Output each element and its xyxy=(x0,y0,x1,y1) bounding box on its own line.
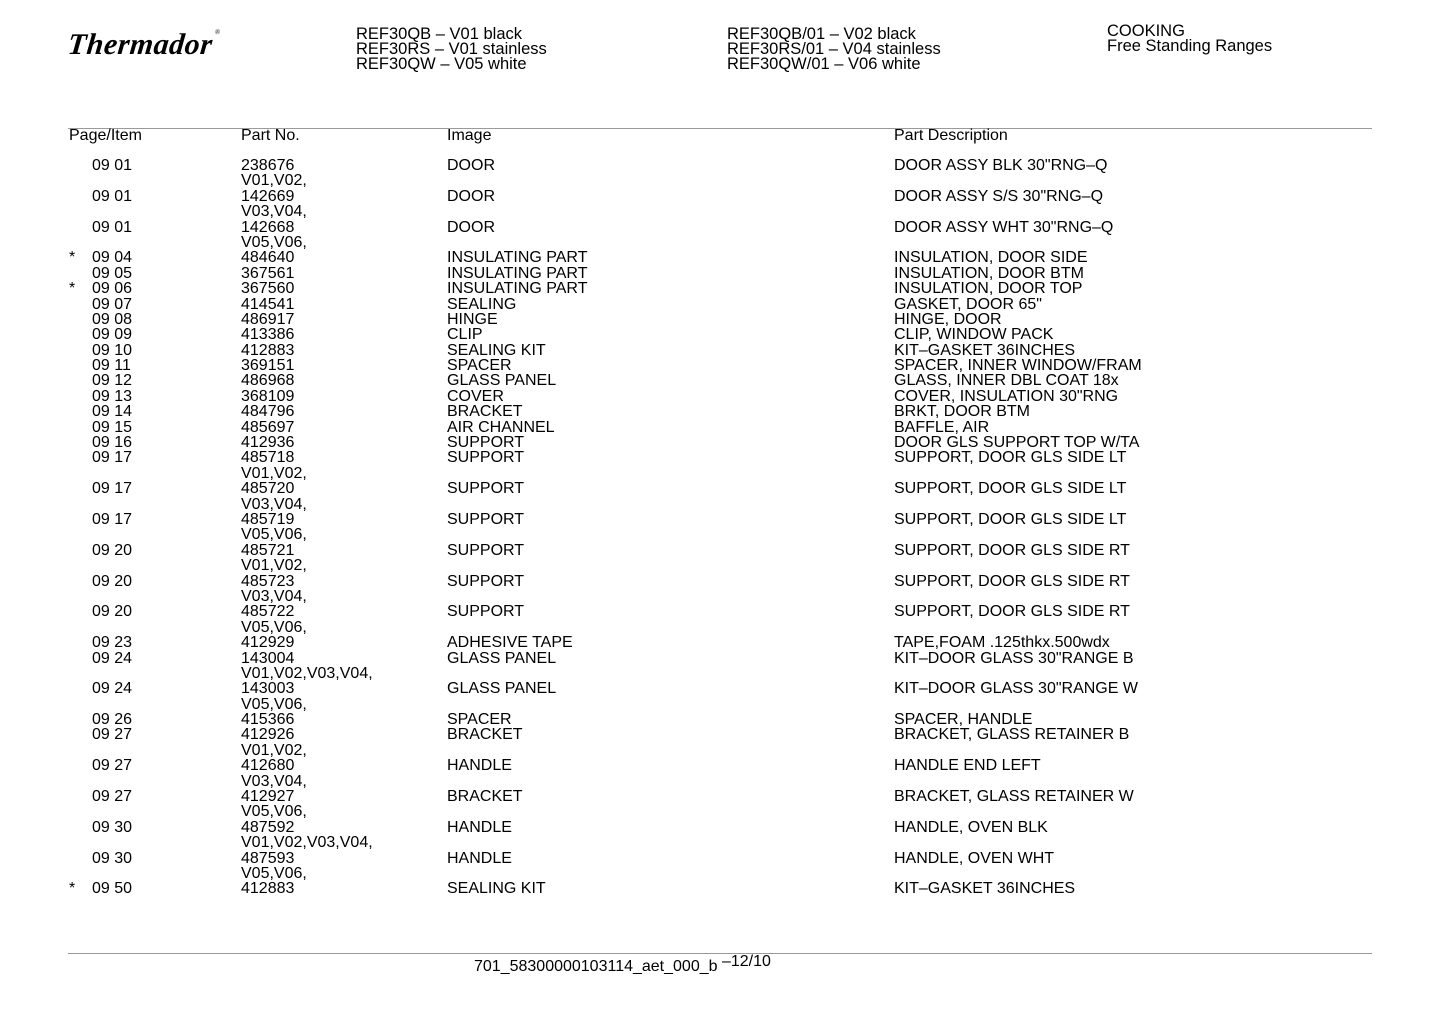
row-part-description: SUPPORT, DOOR GLS SIDE LT xyxy=(894,510,1127,528)
row-part-description: TAPE,FOAM .125thkx.500wdx xyxy=(894,634,1110,652)
row-part-number: 412926 xyxy=(241,726,295,744)
table-row xyxy=(0,481,1442,496)
category-line: COOKING xyxy=(1107,22,1185,40)
row-page-item: 09 05 xyxy=(92,264,133,282)
model-line: REF30RS/01 – V04 stainless xyxy=(727,40,941,58)
row-part-number: 412883 xyxy=(241,880,295,898)
row-page-item: 09 24 xyxy=(92,649,133,667)
row-image: GLASS PANEL xyxy=(447,372,557,390)
row-part-description: CLIP, WINDOW PACK xyxy=(894,326,1054,344)
row-part-number: 487593 xyxy=(241,849,295,867)
row-image: HANDLE xyxy=(447,849,512,867)
row-part-number: 485722 xyxy=(241,603,295,621)
row-image: SUPPORT xyxy=(447,572,525,590)
row-part-number: V01,V02, xyxy=(241,741,307,759)
row-part-number: V05,V06, xyxy=(241,864,307,882)
row-page-item: 09 07 xyxy=(92,295,133,313)
row-part-number: 485697 xyxy=(241,418,295,436)
row-page-item: 09 24 xyxy=(92,680,133,698)
row-image: CLIP xyxy=(447,326,483,344)
row-page-item: 09 17 xyxy=(92,510,133,528)
table-row xyxy=(0,497,1442,512)
row-image: SUPPORT xyxy=(447,480,525,498)
row-part-number: 143004 xyxy=(241,649,295,667)
footer-rule xyxy=(68,953,1372,954)
row-part-description: SUPPORT, DOOR GLS SIDE RT xyxy=(894,572,1130,590)
category-line: Free Standing Ranges xyxy=(1107,37,1273,55)
row-part-description: DOOR ASSY BLK 30"RNG–Q xyxy=(894,157,1108,174)
table-row xyxy=(0,404,1442,419)
row-part-number: 485719 xyxy=(241,510,295,528)
row-part-description: SUPPORT, DOOR GLS SIDE RT xyxy=(894,603,1130,621)
row-part-number: V05,V06, xyxy=(241,233,307,251)
model-line: REF30QB – V01 black xyxy=(356,25,522,43)
table-row xyxy=(0,250,1442,265)
row-page-item: 09 17 xyxy=(92,480,133,498)
table-row xyxy=(0,327,1442,342)
row-page-item: 09 20 xyxy=(92,603,133,621)
table-row xyxy=(0,881,1442,896)
row-part-number: V05,V06, xyxy=(241,618,307,636)
brand-logo xyxy=(66,28,221,62)
row-part-description: HANDLE, OVEN WHT xyxy=(894,849,1055,867)
row-part-number: 485723 xyxy=(241,572,295,590)
row-part-number: 413386 xyxy=(241,326,295,344)
row-part-number: 486917 xyxy=(241,310,295,328)
row-page-item: 09 09 xyxy=(92,326,133,344)
row-page-item: 09 17 xyxy=(92,449,133,467)
table-row xyxy=(0,604,1442,619)
table-row xyxy=(0,620,1442,635)
row-part-number: 369151 xyxy=(241,357,295,375)
table-row xyxy=(0,527,1442,542)
models-column-1 xyxy=(356,27,547,72)
table-row xyxy=(0,712,1442,727)
table-row xyxy=(0,220,1442,235)
row-part-number: V05,V06, xyxy=(241,803,307,821)
row-page-item: 09 27 xyxy=(92,726,133,744)
models-column-2 xyxy=(727,27,941,72)
model-line: REF30QW/01 – V06 white xyxy=(727,55,921,73)
row-image: HANDLE xyxy=(447,818,512,836)
table-row xyxy=(0,512,1442,527)
row-image: SUPPORT xyxy=(447,603,525,621)
page-footer xyxy=(474,953,771,976)
row-page-item: 09 11 xyxy=(92,357,131,375)
row-image: DOOR xyxy=(447,218,495,236)
row-part-description: KIT–DOOR GLASS 30"RANGE B xyxy=(894,649,1134,667)
table-row xyxy=(0,281,1442,296)
row-part-description: SUPPORT, DOOR GLS SIDE LT xyxy=(894,449,1127,467)
row-part-number: V03,V04, xyxy=(241,203,307,221)
column-header-page-item: Page/Item xyxy=(69,127,142,144)
row-page-item: 09 30 xyxy=(92,818,133,836)
row-part-description: DOOR GLS SUPPORT TOP W/TA xyxy=(894,434,1140,452)
row-part-number: 412936 xyxy=(241,434,295,452)
row-page-item: 09 06 xyxy=(92,280,133,298)
row-part-description: GLASS, INNER DBL COAT 18x xyxy=(894,372,1119,390)
row-page-item: 09 14 xyxy=(92,403,133,421)
table-row xyxy=(0,804,1442,819)
table-row xyxy=(0,866,1442,881)
row-image: SEALING KIT xyxy=(447,880,546,898)
row-image: DOOR xyxy=(447,157,495,174)
row-part-description: KIT–GASKET 36INCHES xyxy=(894,341,1076,359)
table-row xyxy=(0,681,1442,696)
row-part-number: 412680 xyxy=(241,757,295,775)
row-page-item: 09 15 xyxy=(92,418,133,436)
row-part-number: 484640 xyxy=(241,249,295,267)
row-part-number: 143003 xyxy=(241,680,295,698)
table-row xyxy=(0,373,1442,388)
row-star-marker: * xyxy=(69,249,76,267)
row-part-number: 368109 xyxy=(241,387,295,405)
row-page-item: 09 12 xyxy=(92,372,133,390)
row-part-description: DOOR ASSY WHT 30"RNG–Q xyxy=(894,218,1114,236)
row-image: AIR CHANNEL xyxy=(447,418,555,436)
row-image: HANDLE xyxy=(447,757,512,775)
table-row xyxy=(0,158,1442,173)
row-part-number: 238676 xyxy=(241,157,295,174)
category-block xyxy=(1107,24,1272,54)
row-image: SEALING xyxy=(447,295,517,313)
table-row xyxy=(0,420,1442,435)
row-part-description: BRACKET, GLASS RETAINER B xyxy=(894,726,1130,744)
row-image: DOOR xyxy=(447,187,495,205)
row-image: BRACKET xyxy=(447,726,523,744)
row-part-number: 485718 xyxy=(241,449,295,467)
row-page-item: 09 01 xyxy=(92,187,133,205)
row-part-description: SPACER, INNER WINDOW/FRAM xyxy=(894,357,1142,375)
row-part-number: 367560 xyxy=(241,280,295,298)
row-image: SUPPORT xyxy=(447,510,525,528)
model-line: REF30QB/01 – V02 black xyxy=(727,25,916,43)
model-line: REF30QW – V05 white xyxy=(356,55,527,73)
row-image: SUPPORT xyxy=(447,541,525,559)
row-part-description: SPACER, HANDLE xyxy=(894,711,1033,729)
row-image: SEALING KIT xyxy=(447,341,546,359)
table-row xyxy=(0,851,1442,866)
row-part-number: 367561 xyxy=(241,264,295,282)
row-part-number: 412929 xyxy=(241,634,295,652)
table-row xyxy=(0,266,1442,281)
row-page-item: 09 30 xyxy=(92,849,133,867)
table-row xyxy=(0,666,1442,681)
row-part-description: BAFFLE, AIR xyxy=(894,418,990,436)
table-row xyxy=(0,466,1442,481)
row-part-number: V05,V06, xyxy=(241,526,307,544)
table-row xyxy=(0,835,1442,850)
table-row xyxy=(0,435,1442,450)
row-part-description: INSULATION, DOOR SIDE xyxy=(894,249,1088,267)
row-page-item: 09 20 xyxy=(92,572,133,590)
row-star-marker: * xyxy=(69,880,76,898)
row-part-description: KIT–DOOR GLASS 30"RANGE W xyxy=(894,680,1138,698)
row-part-description: BRKT, DOOR BTM xyxy=(894,403,1031,421)
row-image: SPACER xyxy=(447,711,512,729)
parts-table-body xyxy=(0,158,1442,897)
row-part-number: 485721 xyxy=(241,541,295,559)
row-page-item: 09 01 xyxy=(92,218,133,236)
row-part-number: 142668 xyxy=(241,218,295,236)
row-star-marker: * xyxy=(69,280,76,298)
row-part-number: 412883 xyxy=(241,341,295,359)
column-header-image: Image xyxy=(447,127,492,144)
row-image: INSULATING PART xyxy=(447,280,588,298)
row-part-number: V01,V02,V03,V04, xyxy=(241,664,373,682)
row-page-item: 09 20 xyxy=(92,541,133,559)
table-row xyxy=(0,651,1442,666)
row-image: SUPPORT xyxy=(447,434,525,452)
row-image: BRACKET xyxy=(447,403,523,421)
column-header-part-description: Part Description xyxy=(894,127,1008,144)
row-part-number: 487592 xyxy=(241,818,295,836)
page-marker: –12/10 xyxy=(721,953,771,970)
table-row xyxy=(0,235,1442,250)
row-page-item: 09 08 xyxy=(92,310,133,328)
row-part-description: DOOR ASSY S/S 30"RNG–Q xyxy=(894,187,1104,205)
row-part-number: V01,V02, xyxy=(241,557,307,575)
row-part-number: 484796 xyxy=(241,403,295,421)
row-part-number: V01,V02,V03,V04, xyxy=(241,834,373,852)
table-row xyxy=(0,297,1442,312)
table-row xyxy=(0,312,1442,327)
brand-name: Thermador xyxy=(66,28,215,61)
row-image: ADHESIVE TAPE xyxy=(447,634,573,652)
row-image: HINGE xyxy=(447,310,498,328)
row-part-description: INSULATION, DOOR BTM xyxy=(894,264,1084,282)
row-part-description: INSULATION, DOOR TOP xyxy=(894,280,1083,298)
registered-mark: ® xyxy=(214,28,222,36)
table-row xyxy=(0,589,1442,604)
row-image: SPACER xyxy=(447,357,512,375)
column-header-part-no: Part No. xyxy=(241,127,300,144)
row-image: GLASS PANEL xyxy=(447,680,557,698)
row-part-description: HANDLE END LEFT xyxy=(894,757,1041,775)
row-page-item: 09 13 xyxy=(92,387,133,405)
row-part-description: HANDLE, OVEN BLK xyxy=(894,818,1048,836)
row-image: BRACKET xyxy=(447,788,523,806)
row-part-description: BRACKET, GLASS RETAINER W xyxy=(894,788,1134,806)
row-image: INSULATING PART xyxy=(447,249,588,267)
table-row xyxy=(0,574,1442,589)
row-page-item: 09 23 xyxy=(92,634,133,652)
row-part-number: 142669 xyxy=(241,187,295,205)
table-row xyxy=(0,389,1442,404)
row-part-description: HINGE, DOOR xyxy=(894,310,1002,328)
table-row xyxy=(0,558,1442,573)
row-page-item: 09 50 xyxy=(92,880,133,898)
table-row xyxy=(0,543,1442,558)
table-row xyxy=(0,743,1442,758)
table-row xyxy=(0,789,1442,804)
row-part-number: V03,V04, xyxy=(241,587,307,605)
row-part-description: SUPPORT, DOOR GLS SIDE RT xyxy=(894,541,1130,559)
row-part-number: 412927 xyxy=(241,788,295,806)
table-row xyxy=(0,204,1442,219)
row-page-item: 09 01 xyxy=(92,157,133,174)
row-page-item: 09 16 xyxy=(92,434,133,452)
document-id: 701_58300000103114_aet_000_b xyxy=(474,958,718,975)
row-part-description: COVER, INSULATION 30"RNG xyxy=(894,387,1119,405)
row-page-item: 09 26 xyxy=(92,711,133,729)
table-header xyxy=(0,127,1442,145)
table-row xyxy=(0,189,1442,204)
row-part-number: V01,V02, xyxy=(241,172,307,190)
row-part-number: 485720 xyxy=(241,480,295,498)
table-row xyxy=(0,727,1442,742)
table-row xyxy=(0,635,1442,650)
row-part-number: 415366 xyxy=(241,711,295,729)
table-row xyxy=(0,343,1442,358)
row-page-item: 09 10 xyxy=(92,341,133,359)
table-row xyxy=(0,173,1442,188)
model-line: REF30RS – V01 stainless xyxy=(356,40,547,58)
table-row xyxy=(0,820,1442,835)
row-part-number: 414541 xyxy=(241,295,295,313)
table-row xyxy=(0,697,1442,712)
row-page-item: 09 27 xyxy=(92,757,133,775)
row-part-number: V03,V04, xyxy=(241,495,307,513)
row-page-item: 09 27 xyxy=(92,788,133,806)
row-part-number: V05,V06, xyxy=(241,695,307,713)
row-part-description: KIT–GASKET 36INCHES xyxy=(894,880,1076,898)
row-image: SUPPORT xyxy=(447,449,525,467)
row-part-description: GASKET, DOOR 65" xyxy=(894,295,1042,313)
row-image: GLASS PANEL xyxy=(447,649,557,667)
row-part-number: 486968 xyxy=(241,372,295,390)
table-row xyxy=(0,774,1442,789)
row-part-number: V03,V04, xyxy=(241,772,307,790)
table-row xyxy=(0,758,1442,773)
row-part-number: V01,V02, xyxy=(241,464,307,482)
table-row xyxy=(0,358,1442,373)
row-image: COVER xyxy=(447,387,504,405)
row-page-item: 09 04 xyxy=(92,249,133,267)
row-image: INSULATING PART xyxy=(447,264,588,282)
table-row xyxy=(0,450,1442,465)
row-part-description: SUPPORT, DOOR GLS SIDE LT xyxy=(894,480,1127,498)
